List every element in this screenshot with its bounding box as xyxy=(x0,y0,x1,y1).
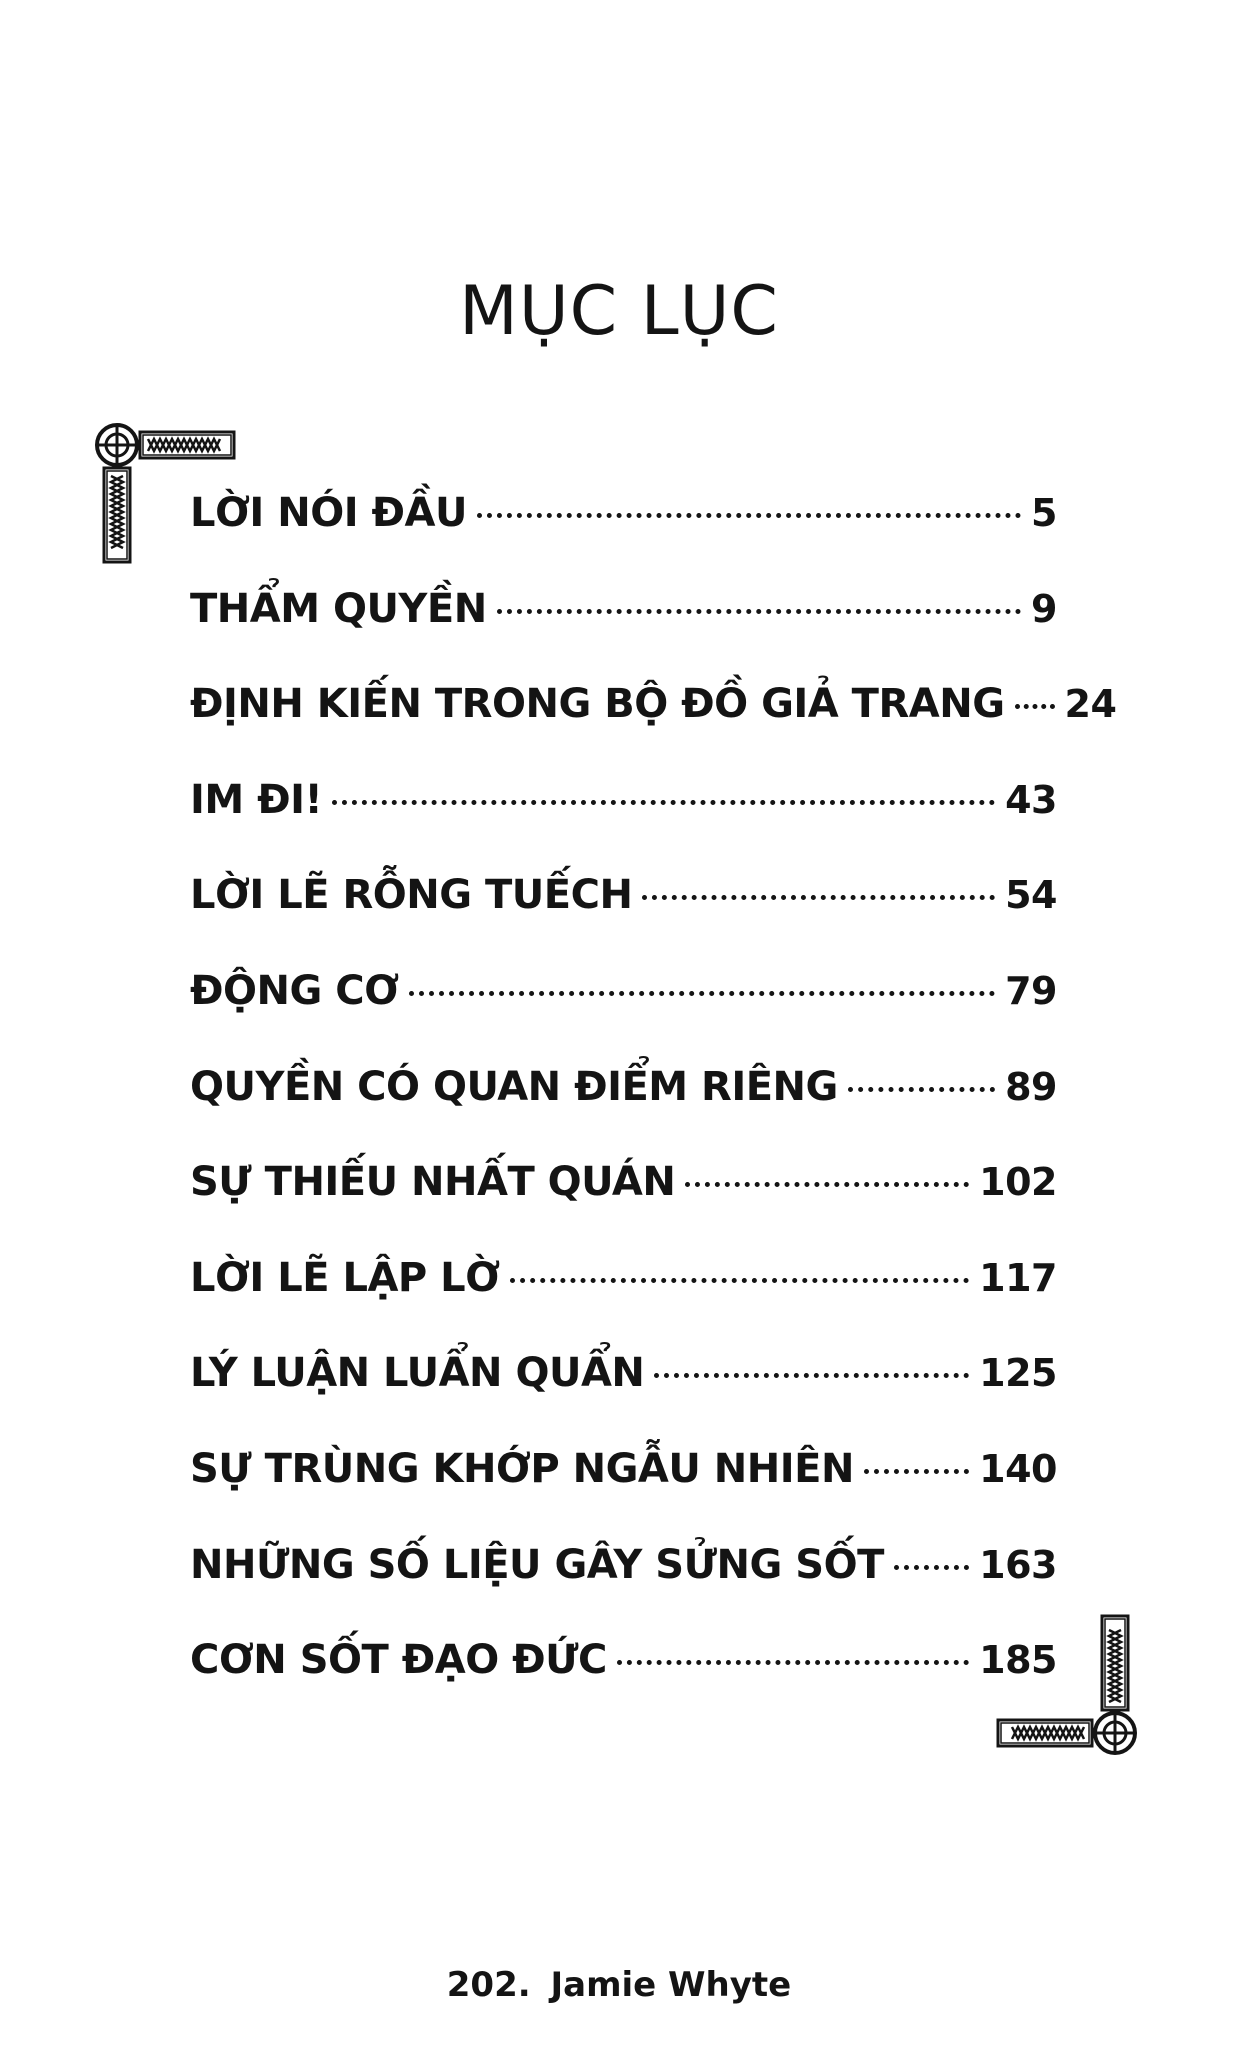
footer-author: Jamie Whyte xyxy=(550,1965,792,2005)
toc-entry[interactable] xyxy=(190,681,1117,777)
toc-entry[interactable] xyxy=(190,1255,1057,1351)
toc-entry-page: 5 xyxy=(1031,491,1057,535)
toc-entry-page: 54 xyxy=(1005,873,1057,918)
dot-leader xyxy=(477,513,1021,518)
toc-entry[interactable] xyxy=(190,1159,1057,1255)
toc-entry[interactable] xyxy=(190,968,1057,1064)
toc-entry[interactable] xyxy=(190,1542,1057,1638)
toc-entry[interactable] xyxy=(190,1350,1057,1446)
page-footer xyxy=(0,1965,1238,2005)
toc-entry-page: 185 xyxy=(979,1638,1057,1683)
toc-entry-title: ĐỘNG CƠ xyxy=(190,967,399,1014)
toc-entry[interactable] xyxy=(190,1637,1057,1733)
toc-entry[interactable] xyxy=(190,586,1057,682)
toc-entry-title: IM ĐI! xyxy=(190,776,323,823)
dot-leader xyxy=(894,1565,969,1570)
dot-leader xyxy=(497,609,1021,614)
dot-leader xyxy=(864,1469,969,1474)
toc-entry-title: SỰ TRÙNG KHỚP NGẪU NHIÊN xyxy=(190,1445,854,1492)
toc-entry-page: 163 xyxy=(979,1542,1057,1587)
toc-entry-page: 79 xyxy=(1005,968,1057,1013)
toc-entry-title: SỰ THIẾU NHẤT QUÁN xyxy=(190,1159,676,1206)
dot-leader xyxy=(617,1660,969,1665)
table-of-contents xyxy=(190,490,1117,1733)
dot-leader xyxy=(642,895,995,900)
toc-entry[interactable] xyxy=(190,872,1057,968)
toc-entry[interactable] xyxy=(190,1064,1057,1160)
toc-entry-title: NHỮNG SỐ LIỆU GÂY SỬNG SỐT xyxy=(190,1541,884,1588)
dot-leader xyxy=(332,800,995,805)
dot-leader xyxy=(409,991,996,996)
toc-entry-title: LỜI LẼ LẬP LỜ xyxy=(190,1254,500,1301)
dot-leader xyxy=(685,1182,969,1187)
page-title: MỤC LỤC xyxy=(459,272,779,351)
toc-entry-page: 24 xyxy=(1064,682,1117,727)
toc-entry-title: QUYỀN CÓ QUAN ĐIỂM RIÊNG xyxy=(190,1063,838,1110)
toc-entry-title: LỜI NÓI ĐẦU xyxy=(190,490,467,536)
celtic-knot-corner-icon xyxy=(990,1608,1140,1758)
toc-entry-page: 9 xyxy=(1031,586,1057,631)
toc-entry[interactable] xyxy=(190,1446,1057,1542)
toc-entry-title: THẨM QUYỀN xyxy=(190,585,487,632)
dot-leader xyxy=(654,1373,969,1378)
dot-leader xyxy=(1015,704,1055,709)
toc-entry-page: 125 xyxy=(979,1351,1057,1396)
toc-entry[interactable] xyxy=(190,490,1057,586)
dot-leader xyxy=(848,1087,995,1092)
toc-entry[interactable] xyxy=(190,777,1057,873)
toc-entry-page: 89 xyxy=(1005,1064,1057,1109)
toc-entry-page: 117 xyxy=(979,1255,1057,1300)
footer-page-number: 202. xyxy=(446,1965,531,2005)
toc-entry-page: 102 xyxy=(979,1160,1057,1205)
toc-entry-title: ĐỊNH KIẾN TRONG BỘ ĐỒ GIẢ TRANG xyxy=(190,681,1005,728)
toc-entry-page: 140 xyxy=(979,1446,1057,1491)
toc-entry-page: 43 xyxy=(1005,777,1057,822)
toc-entry-title: CƠN SỐT ĐẠO ĐỨC xyxy=(190,1637,607,1684)
dot-leader xyxy=(510,1278,970,1283)
toc-entry-title: LỜI LẼ RỖNG TUẾCH xyxy=(190,872,633,919)
toc-entry-title: LÝ LUẬN LUẨN QUẨN xyxy=(190,1350,645,1397)
